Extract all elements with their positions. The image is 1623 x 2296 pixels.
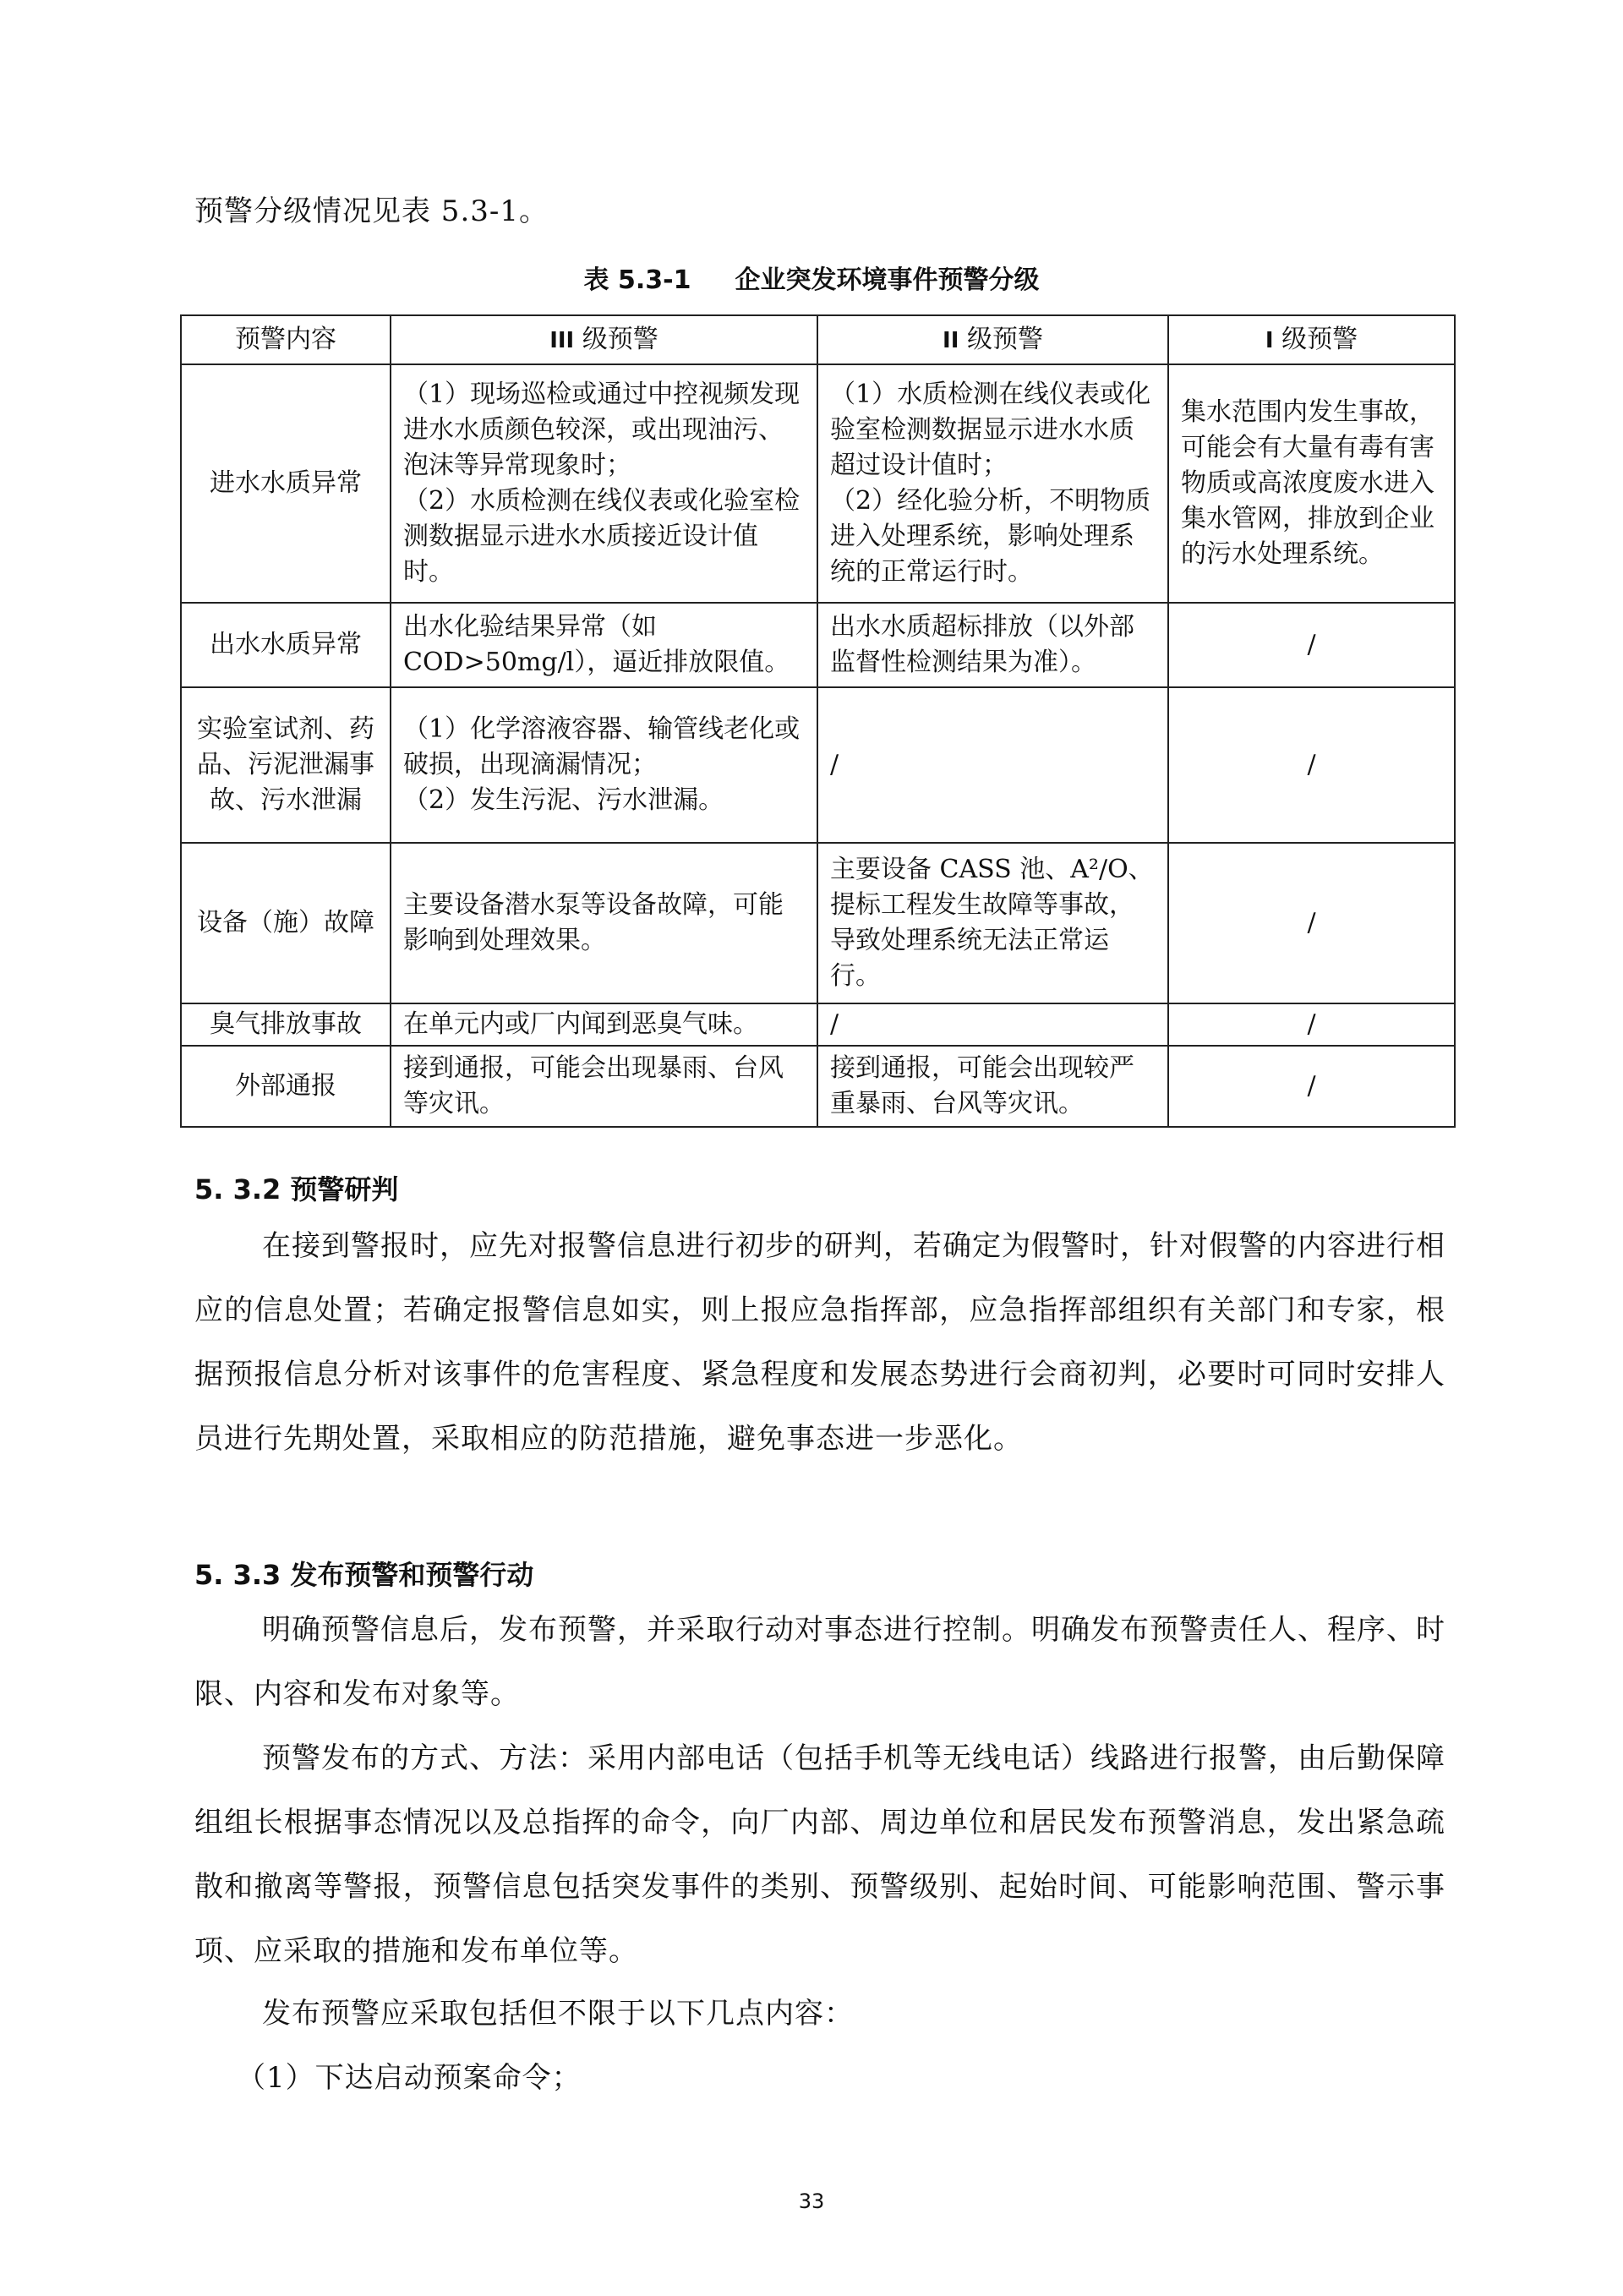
table-header-row [181,315,1455,364]
row-item: 臭气排放事故 [181,1003,391,1046]
intro-text: 预警分级情况见表 5.3-1。 [194,194,549,228]
header-level3 [391,315,817,364]
section-533-paragraph-3: 发布预警应采取包括但不限于以下几点内容： [262,1997,854,2031]
header-level3-roman: III [549,327,575,353]
header-level2-suffix: 级预警 [959,324,1043,354]
cell-level3 [391,1046,817,1127]
section-532-title: 5. 3.2 预警研判 [194,1173,399,1205]
cell-level1: / [1168,843,1455,1003]
cell-level1: / [1168,1003,1455,1046]
cell-level3 [391,1003,817,1046]
cell-level1: / [1168,687,1455,843]
section-533-title: 5. 3.3 发布预警和预警行动 [194,1559,534,1591]
cell-line: （1）现场巡检或通过中控视频发现进水水质颜色较深，或出现油污、泡沫等异常现象时； [403,380,801,480]
table-row [181,603,1455,687]
cell-level2 [817,603,1168,687]
cell-line: / [830,1009,839,1039]
cell-line: / [830,750,839,779]
cell-level2 [817,687,1168,843]
cell-level2 [817,843,1168,1003]
row-item: 外部通报 [181,1046,391,1127]
cell-level1: / [1168,603,1455,687]
header-level1-suffix: 级预警 [1273,324,1358,354]
row-item: 实验室试剂、药品、污泥泄漏事故、污水泄漏 [181,687,391,843]
table-row [181,687,1455,843]
row-item: 进水水质异常 [181,364,391,603]
row-item: 设备（施）故障 [181,843,391,1003]
cell-line: （2）发生污泥、污水泄漏。 [403,785,724,815]
cell-line: （1）水质检测在线仪表或化验室检测数据显示进水水质超过设计值时； [830,380,1151,480]
cell-line: 主要设备潜水泵等设备故障，可能影响到处理效果。 [403,890,784,955]
section-532-paragraph: 在接到警报时，应先对报警信息进行初步的研判，若确定为假警时，针对假警的内容进行相应的信息处置；若确定报警信息如实，则上报应急指挥部，应急指挥部组织有关部门和专家，根据预报信息分析对该事件的危害程度、紧急程度和发展态势进行会商初判，必要时可同时安排人员进行先期处置，采取相应的防范措施，避免事态进一步恶化。 [194,1229,1445,1456]
cell-level3 [391,843,817,1003]
cell-line: 在单元内或厂内闻到恶臭气味。 [403,1009,758,1039]
table-row [181,1046,1455,1127]
header-level1-roman: I [1265,327,1274,353]
cell-level2 [817,1003,1168,1046]
cell-level3 [391,687,817,843]
header-content: 预警内容 [181,315,391,364]
cell-level3 [391,603,817,687]
cell-level1: / [1168,1046,1455,1127]
cell-level3 [391,364,817,603]
section-533-paragraph-2: 预警发布的方式、方法：采用内部电话（包括手机等无线电话）线路进行报警，由后勤保障组组长根据事态情况以及总指挥的命令，向厂内部、周边单位和居民发布预警消息，发出紧急疏散和撤离等警报，预警信息包括突发事件的类别、预警级别、起始时间、可能影响范围、警示事项、应采取的措施和发布单位等。 [194,1741,1445,1968]
header-level3-suffix: 级预警 [574,324,658,354]
cell-line: 接到通报，可能会出现暴雨、台风等灾讯。 [403,1053,784,1118]
cell-line: （2）经化验分析，不明物质进入处理系统，影响处理系统的正常运行时。 [830,486,1151,587]
header-level1 [1168,315,1455,364]
header-level2-roman: II [943,327,959,353]
cell-level2 [817,364,1168,603]
section-533-paragraph-1: 明确预警信息后，发布预警，并采取行动对事态进行控制。明确发布预警责任人、程序、时限、内容和发布对象等。 [194,1613,1445,1711]
warning-level-table [180,314,1456,1128]
cell-level2 [817,1046,1168,1127]
table-caption-number: 表 5.3-1 [583,265,691,295]
page-number: 33 [798,2189,825,2213]
cell-line: （1）化学溶液容器、输管线老化或破损，出现滴漏情况； [403,714,801,779]
cell-line: 主要设备 CASS 池、A²/O、提标工程发生故障等事故，导致处理系统无法正常运行。 [830,855,1154,991]
cell-level1: 集水范围内发生事故，可能会有大量有毒有害物质或高浓度废水进入集水管网，排放到企业的污水处理系统。 [1168,364,1455,603]
cell-line: （2）水质检测在线仪表或化验室检测数据显示进水水质接近设计值时。 [403,486,801,587]
table-row [181,1003,1455,1046]
table-row [181,364,1455,603]
table-row [181,843,1455,1003]
table-caption [0,259,1623,296]
row-item: 出水水质异常 [181,603,391,687]
section-533-list-item-1: （1）下达启动预案命令； [237,2061,582,2095]
cell-line: 出水化验结果异常（如COD>50mg/l），逼近排放限值。 [403,612,790,677]
header-level2 [817,315,1168,364]
cell-line: 出水水质超标排放（以外部监督性检测结果为准）。 [830,612,1134,677]
cell-line: 接到通报，可能会出现较严重暴雨、台风等灾讯。 [830,1053,1134,1118]
table-caption-title: 企业突发环境事件预警分级 [735,265,1040,295]
